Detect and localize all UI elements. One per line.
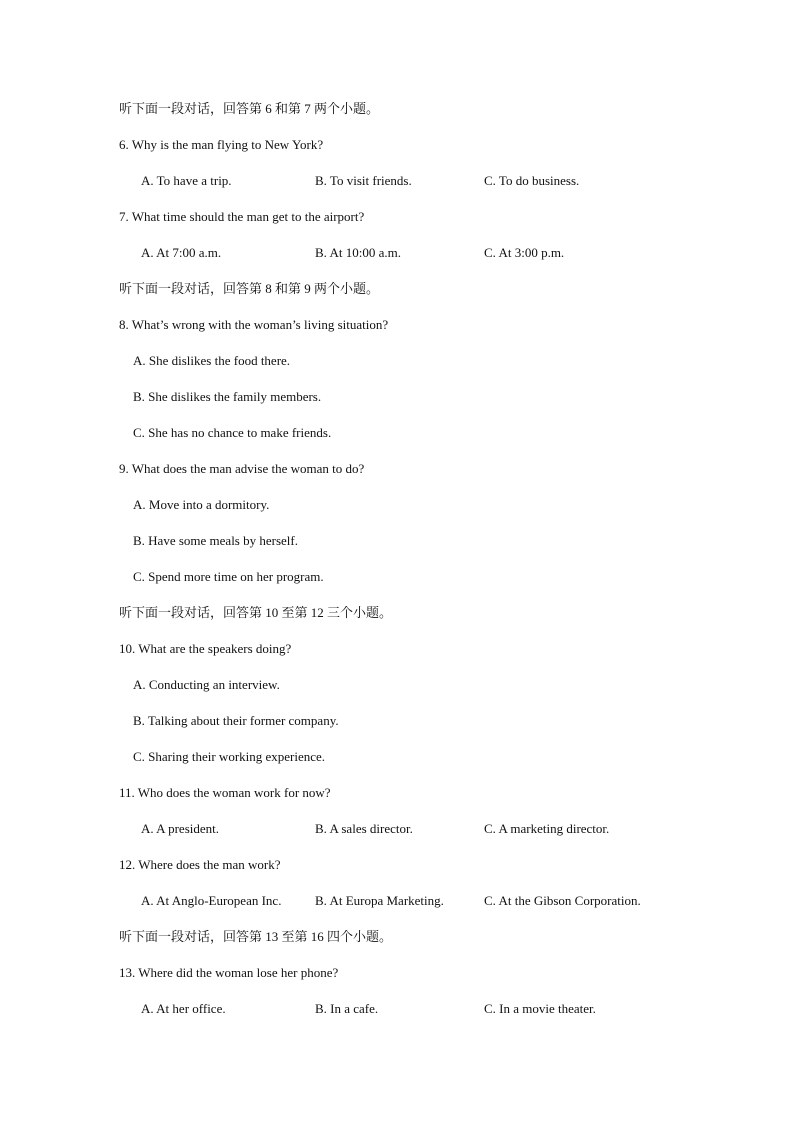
- option-a: A. To have a trip.: [141, 173, 232, 188]
- option-b: B. At Europa Marketing.: [315, 893, 444, 908]
- option-b: B. She dislikes the family members.: [133, 389, 322, 404]
- question-text: 12. Where does the man work?: [119, 857, 281, 872]
- option-c: C. Spend more time on her program.: [133, 569, 324, 584]
- question-text: 10. What are the speakers doing?: [119, 641, 292, 656]
- option-a: A. At 7:00 a.m.: [141, 245, 222, 260]
- option-c: C. At the Gibson Corporation.: [484, 893, 641, 908]
- option-b: B. At 10:00 a.m.: [315, 245, 401, 260]
- option-c: C. She has no chance to make friends.: [133, 425, 332, 440]
- question-text: 7. What time should the man get to the airport?: [119, 209, 365, 224]
- question-text: 11. Who does the woman work for now?: [119, 785, 331, 800]
- question-text: 6. Why is the man flying to New York?: [119, 137, 324, 152]
- question-text: 8. What’s wrong with the woman’s living situation?: [119, 317, 389, 332]
- option-a: A. Move into a dormitory.: [133, 497, 270, 512]
- section-instruction: 听下面一段对话，回答第 8 和第 9 两个小题。: [119, 281, 380, 296]
- section-instruction: 听下面一段对话，回答第 6 和第 7 两个小题。: [119, 101, 380, 116]
- section-instruction: 听下面一段对话，回答第 10 至第 12 三个小题。: [119, 605, 393, 620]
- option-c: C. To do business.: [484, 173, 580, 188]
- option-a: A. She dislikes the food there.: [133, 353, 291, 368]
- option-c: C. At 3:00 p.m.: [484, 245, 565, 260]
- question-text: 13. Where did the woman lose her phone?: [119, 965, 339, 980]
- option-b: B. A sales director.: [315, 821, 413, 836]
- option-a: A. Conducting an interview.: [133, 677, 280, 692]
- option-a: A. At her office.: [141, 1001, 226, 1016]
- option-b: B. To visit friends.: [315, 173, 412, 188]
- option-a: A. A president.: [141, 821, 219, 836]
- option-c: C. In a movie theater.: [484, 1001, 596, 1016]
- option-c: C. A marketing director.: [484, 821, 610, 836]
- option-b: B. In a cafe.: [315, 1001, 379, 1016]
- option-b: B. Have some meals by herself.: [133, 533, 298, 548]
- option-a: A. At Anglo-European Inc.: [141, 893, 282, 908]
- option-c: C. Sharing their working experience.: [133, 749, 326, 764]
- question-text: 9. What does the man advise the woman to do?: [119, 461, 365, 476]
- option-b: B. Talking about their former company.: [133, 713, 339, 728]
- section-instruction: 听下面一段对话，回答第 13 至第 16 四个小题。: [119, 929, 393, 944]
